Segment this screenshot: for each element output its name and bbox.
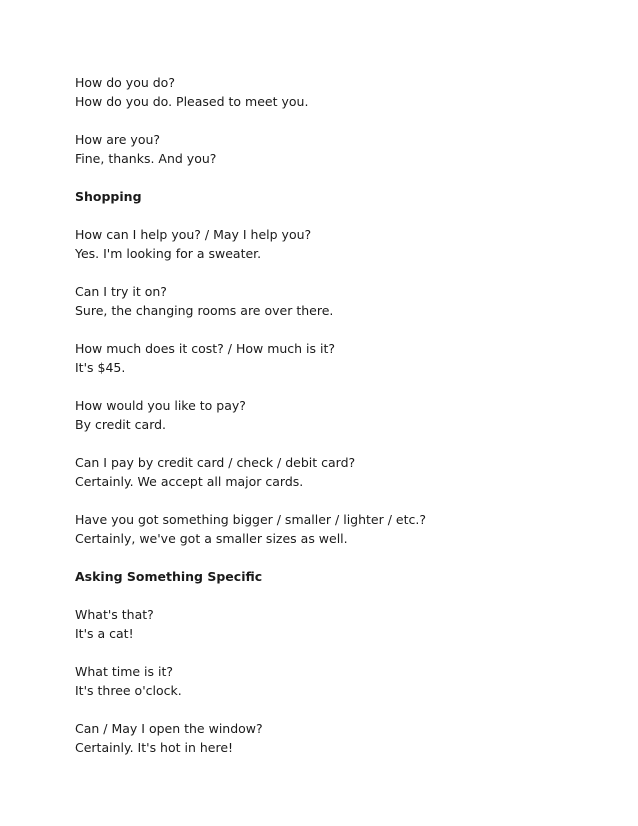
dialogue-pair [75, 662, 615, 700]
dialogue-pair [75, 453, 615, 491]
answer-line: Certainly. We accept all major cards. [75, 474, 304, 489]
question-line: Can I pay by credit card / check / debit card? [75, 455, 356, 470]
dialogue-pair [75, 225, 615, 263]
question-line: How are you? [75, 132, 161, 147]
dialogue-pair [75, 282, 615, 320]
question-line: How do you do? [75, 75, 175, 90]
dialogue-pair [75, 510, 615, 548]
answer-line: Certainly, we've got a smaller sizes as well. [75, 531, 348, 546]
answer-line: By credit card. [75, 417, 167, 432]
answer-line: How do you do. Pleased to meet you. [75, 94, 309, 109]
dialogue-pair [75, 73, 615, 111]
dialogue-pair [75, 130, 615, 168]
document-page [75, 73, 615, 757]
question-line: What time is it? [75, 664, 173, 679]
answer-line: Yes. I'm looking for a sweater. [75, 246, 262, 261]
question-line: Can / May I open the window? [75, 721, 263, 736]
section-heading-shopping: Shopping [75, 189, 142, 204]
answer-line: It's $45. [75, 360, 126, 375]
answer-line: Sure, the changing rooms are over there. [75, 303, 334, 318]
answer-line: Fine, thanks. And you? [75, 151, 217, 166]
answer-line: Certainly. It's hot in here! [75, 740, 234, 755]
dialogue-pair [75, 719, 615, 757]
section-heading-asking-something-specific: Asking Something Specific [75, 569, 263, 584]
question-line: How would you like to pay? [75, 398, 246, 413]
dialogue-pair [75, 339, 615, 377]
dialogue-pair [75, 605, 615, 643]
question-line: What's that? [75, 607, 154, 622]
answer-line: It's three o'clock. [75, 683, 182, 698]
question-line: Can I try it on? [75, 284, 167, 299]
question-line: Have you got something bigger / smaller / lighter / etc.? [75, 512, 426, 527]
question-line: How much does it cost? / How much is it? [75, 341, 336, 356]
dialogue-pair [75, 396, 615, 434]
question-line: How can I help you? / May I help you? [75, 227, 312, 242]
answer-line: It's a cat! [75, 626, 134, 641]
